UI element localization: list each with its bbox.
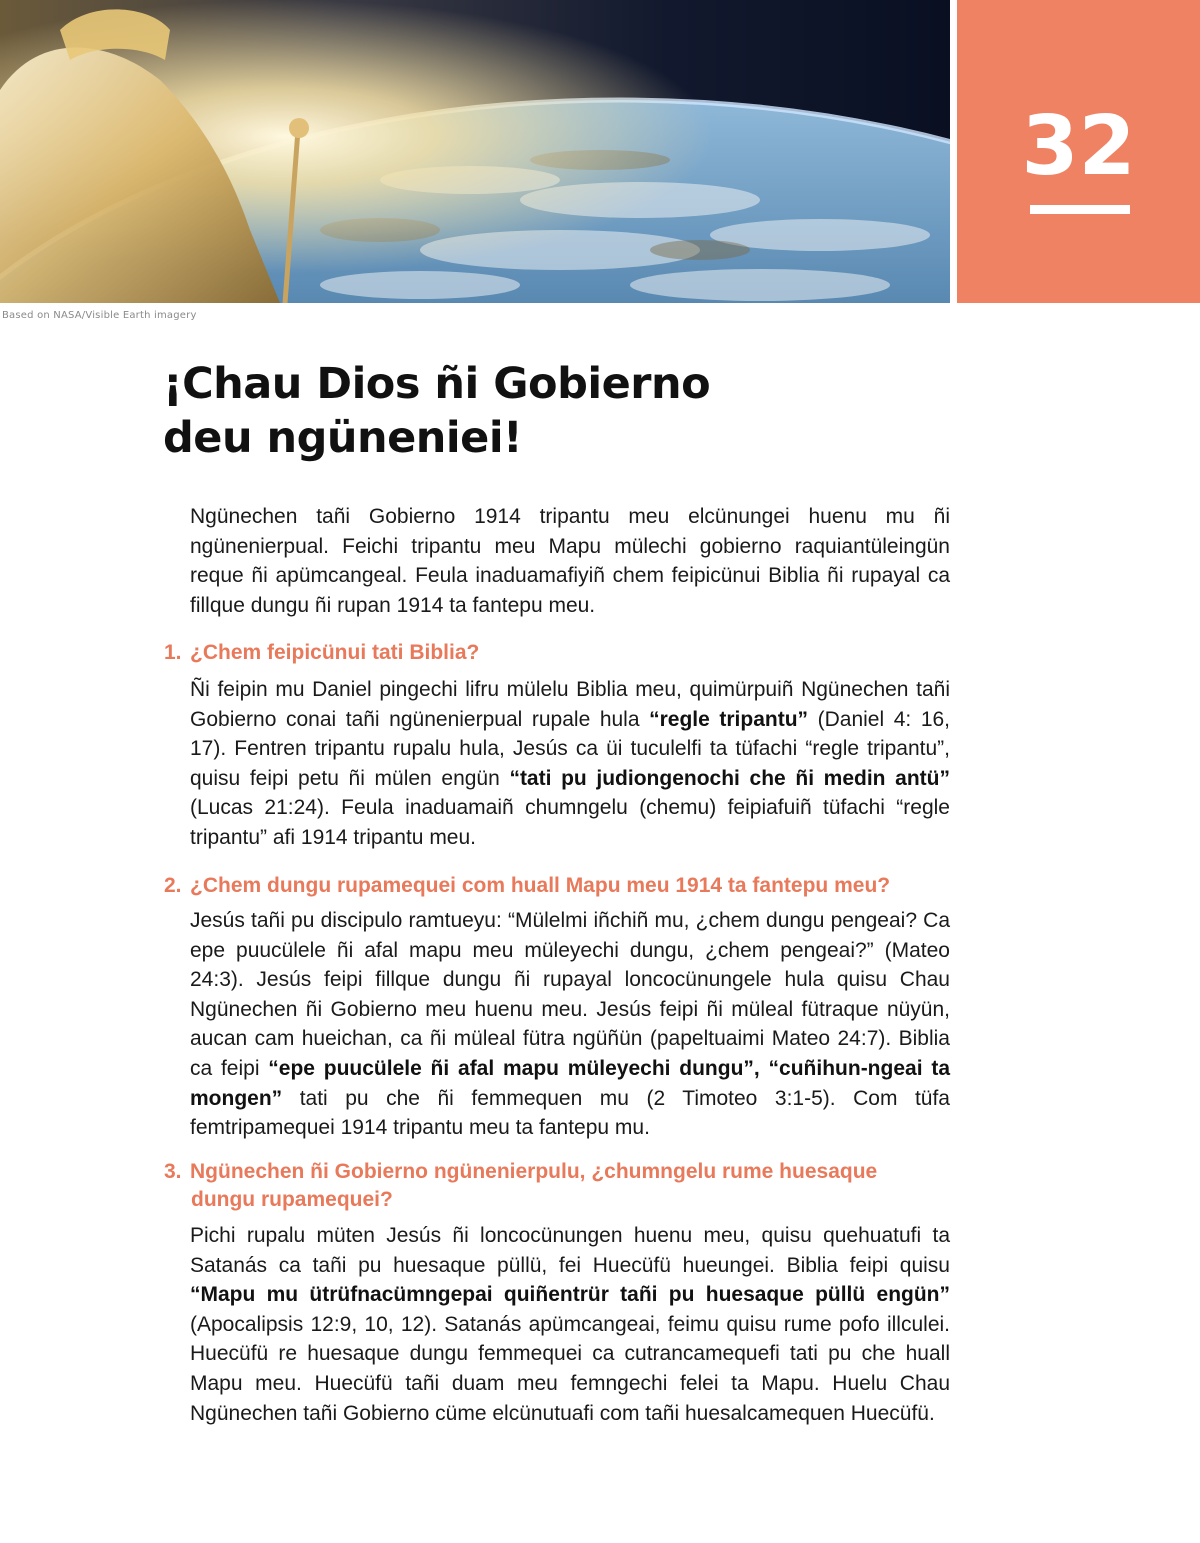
- intro-paragraph: Ngünechen tañi Gobierno 1914 tripantu meu elcünungei huenu mu ñi ngünenierpual. Feichi tripantu meu Mapu mülechi gobierno raquiantüleingün reque ñi apümcangeal. Feula inaduamafiyiñ chem feipicünui Biblia ñi rupayal ca fillque dungu ñi rupan 1914 ta fantepu meu.: [190, 505, 950, 617]
- bold-quote: “regle tripantu”: [649, 707, 809, 731]
- question-3: [164, 1158, 954, 1214]
- question-number: 2.: [164, 874, 182, 897]
- question-2: [164, 872, 954, 900]
- title-line-2: deu ngüneniei!: [163, 413, 523, 463]
- title-line-1: ¡Chau Dios ñi Gobierno: [163, 359, 711, 409]
- lesson-number-box: [957, 0, 1200, 303]
- answer-text: (Daniel 4: 16, 17). Fentren tripantu rupalu hula, Jesús ca üi tuculelfi ta tüfachi “regle tripantu”, quisu feipi petu ñi mülen engün: [190, 707, 951, 790]
- question-number: 3.: [164, 1160, 182, 1183]
- question-number: 1.: [164, 641, 182, 664]
- page-title: [163, 357, 863, 465]
- question-text: Ngünechen ñi Gobierno ngünenierpulu, ¿chumngelu rume huesaque: [190, 1160, 878, 1183]
- answer-text: Jesús tañi pu discipulo ramtueyu: “Mülelmi iñchiñ mu, ¿chem dungu pengeai? Ca epe puucülele ñi afal mapu meu müleyechi dungu, ¿chem pengeai?” (Mateo 24:3). Jesús feipi fillque dungu ñi rupayal loncocünungele hula quisu Chau Ngünechen ñi Gobierno meu huenu meu. Jesús feipi ñi müleal fütraque nüyün, aucan cam hueichan, ca ñi müleal fütra ngüñün (papeltuaimi Mateo 24:7). Biblia ca feipi: [190, 909, 950, 1080]
- bold-quote: “Mapu mu ütrüfnacümngepai quiñentrür tañi pu huesaque püllü engün”: [190, 1283, 950, 1307]
- question-text: ¿Chem dungu rupamequei com huall Mapu meu 1914 ta fantepu meu?: [190, 874, 891, 897]
- bold-quote: “epe puucülele ñi afal mapu müleyechi dungu”, “cuñihun-ngeai ta mongen”: [190, 1056, 950, 1110]
- answer-text: (Apocalipsis 12:9, 10, 12). Satanás apümcangeai, feimu quisu rume pofo illculei. Huecüfü re huesaque dungu femmequei ca cutrancamequefi tati pu che huall Mapu meu. Huecüfü tañi duam meu femngechi felei ta Mapu. Huelu Chau Ngünechen tañi Gobierno cüme elcünutuafi com tañi huesalcamequen Huecüfü.: [190, 1312, 950, 1425]
- lesson-number: 32: [1021, 99, 1136, 194]
- answer-2-paragraph: [190, 906, 950, 1143]
- image-credit: Based on NASA/Visible Earth imagery: [2, 310, 197, 321]
- hero-image: [0, 0, 950, 303]
- question-1: [164, 639, 954, 667]
- question-text-line-2: dungu rupamequei?: [191, 1188, 393, 1211]
- question-text: ¿Chem feipicünui tati Biblia?: [190, 641, 480, 664]
- answer-3-paragraph: [190, 1221, 950, 1428]
- answer-text: (Lucas 21:24). Feula inaduamaiñ chumngelu (chemu) feipiafuiñ tüfachi “regle tripantu” afi 1914 tripantu meu.: [190, 796, 950, 849]
- answer-text: Ñi feipin mu Daniel pingechi lifru mülelu Biblia meu, quimürpuiñ Ngünechen tañi Gobierno conai tañi ngünenierpual rupale hula: [190, 678, 950, 731]
- bold-quote: “tati pu judiongenochi che ñi medin antü”: [509, 766, 950, 790]
- earth-from-space-illustration: [0, 0, 950, 303]
- lesson-number-underline: [1030, 205, 1130, 214]
- answer-text: tati pu che ñi femmequen mu (2 Timoteo 3:1-5). Com tüfa femtripamequei 1914 tripantu meu ta fantepu mu.: [190, 1086, 950, 1140]
- answer-1-paragraph: [190, 675, 950, 853]
- answer-text: Pichi rupalu müten Jesús ñi loncocünungen huenu meu, quisu quehuatufi ta Satanás ca tañi pu huesaque püllü, fei Huecüfü hueungei. Biblia feipi quisu: [190, 1224, 950, 1277]
